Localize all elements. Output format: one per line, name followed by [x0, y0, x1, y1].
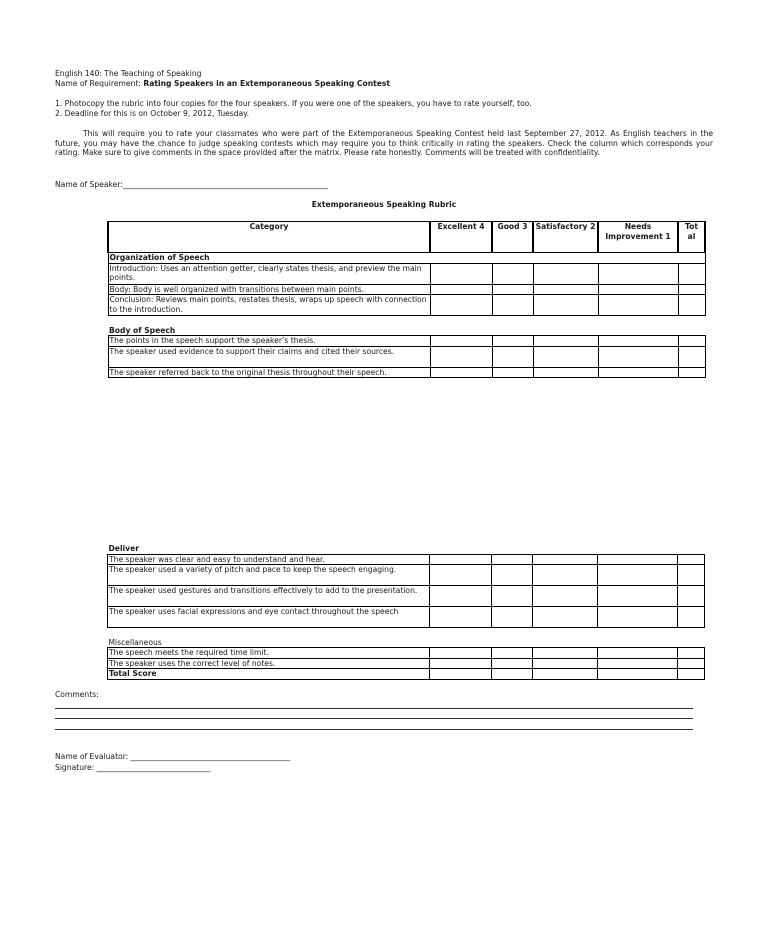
- rating-cell[interactable]: [492, 565, 533, 586]
- rating-cell[interactable]: [492, 648, 533, 659]
- rating-cell[interactable]: [430, 284, 492, 295]
- criterion-cell: The speaker used a variety of pitch and pace to keep the speech engaging.: [108, 565, 430, 586]
- rating-cell[interactable]: [533, 669, 598, 680]
- instruction-2: 2. Deadline for this is on October 9, 2012, Tuesday.: [55, 109, 250, 118]
- section-title-deliver: Deliver: [108, 544, 705, 554]
- rating-cell[interactable]: [492, 586, 533, 607]
- total-cell[interactable]: [678, 367, 705, 378]
- rating-cell[interactable]: [492, 658, 533, 669]
- requirement-line: [55, 79, 390, 89]
- rating-cell[interactable]: [598, 263, 678, 284]
- table-row: [108, 554, 705, 565]
- rating-cell[interactable]: [492, 295, 533, 316]
- table-row: [108, 346, 705, 367]
- total-score-row: [108, 669, 705, 680]
- section-header-row: [108, 326, 705, 336]
- rating-cell[interactable]: [430, 336, 492, 347]
- rating-cell[interactable]: [430, 263, 492, 284]
- rating-cell[interactable]: [533, 336, 598, 347]
- total-cell[interactable]: [678, 295, 705, 316]
- rating-cell[interactable]: [598, 586, 678, 607]
- table-row: [108, 607, 705, 628]
- total-cell[interactable]: [678, 565, 705, 586]
- rating-cell[interactable]: [492, 336, 533, 347]
- criterion-cell: The speaker referred back to the original thesis throughout their speech.: [108, 367, 430, 378]
- rubric-title: Extemporaneous Speaking Rubric: [311, 200, 457, 209]
- col-satisfactory: Satisfactory 2: [533, 222, 598, 253]
- total-cell[interactable]: [678, 336, 705, 347]
- rating-cell[interactable]: [492, 284, 533, 295]
- requirement-title: Rating Speakers in an Extemporaneous Speaking Contest: [143, 79, 391, 88]
- rubric-table: [107, 221, 706, 378]
- requirement-label: Name of Requirement:: [55, 79, 144, 88]
- section-title-organization: Organization of Speech: [108, 253, 705, 264]
- table-row: [108, 565, 705, 586]
- rating-cell[interactable]: [533, 554, 598, 565]
- col-needs-improvement: Needs Improvement 1: [598, 222, 678, 253]
- instructions-paragraph: This will require you to rate your classmates who were part of the Extemporaneous Speaking Contest held last September 27, 2012. As English teachers in the future, you may have the chance to judge speaking contests which may require you to think critically in rating the speakers. Check the column which corresponds your rating. Make sure to give comments in the space provided after the matrix. Please rate honestly. Comments will be treated with confidentiality.: [55, 129, 713, 158]
- rating-cell[interactable]: [533, 607, 598, 628]
- speaker-name-field[interactable]: Name of Speaker:______________________________________________________: [55, 180, 328, 189]
- rating-cell[interactable]: [430, 295, 492, 316]
- rating-cell[interactable]: [430, 367, 492, 378]
- rating-cell[interactable]: [430, 586, 492, 607]
- rating-cell[interactable]: [430, 669, 492, 680]
- rating-cell[interactable]: [533, 284, 598, 295]
- col-good: Good 3: [492, 222, 533, 253]
- rating-cell[interactable]: [598, 336, 678, 347]
- criterion-cell: The speech meets the required time limit.: [108, 648, 430, 659]
- comment-line[interactable]: [55, 708, 693, 709]
- rating-cell[interactable]: [533, 263, 598, 284]
- rating-cell[interactable]: [492, 554, 533, 565]
- table-row: [108, 295, 705, 316]
- evaluator-name-field[interactable]: Name of Evaluator: __________________________________________: [55, 752, 291, 761]
- comments-label: Comments:: [55, 690, 99, 699]
- rating-cell[interactable]: [492, 607, 533, 628]
- rating-cell[interactable]: [533, 565, 598, 586]
- criterion-cell: The speaker used gestures and transitions effectively to add to the presentation.: [108, 586, 430, 607]
- section-title-misc: Miscellaneous: [108, 638, 705, 648]
- rating-cell[interactable]: [533, 367, 598, 378]
- rating-cell[interactable]: [598, 669, 678, 680]
- rating-cell[interactable]: [533, 346, 598, 367]
- table-row: [108, 284, 705, 295]
- total-cell[interactable]: [678, 263, 705, 284]
- rating-cell[interactable]: [533, 658, 598, 669]
- criterion-cell: The speaker was clear and easy to understand and hear.: [108, 554, 430, 565]
- rating-cell[interactable]: [598, 658, 678, 669]
- rating-cell[interactable]: [430, 554, 492, 565]
- criterion-cell: The points in the speech support the speaker’s thesis.: [108, 336, 430, 347]
- criterion-cell: The speaker used evidence to support their claims and cited their sources.: [108, 346, 430, 367]
- col-excellent: Excellent 4: [430, 222, 492, 253]
- instruction-1: 1. Photocopy the rubric into four copies for the four speakers. If you were one of the speakers, you have to rate yourself, too.: [55, 99, 532, 108]
- section-header-row: [108, 638, 705, 648]
- total-cell[interactable]: [678, 554, 705, 565]
- signature-field[interactable]: Signature: ______________________________: [55, 763, 211, 772]
- spacer-row: [108, 316, 705, 326]
- col-category: Category: [108, 222, 430, 253]
- criterion-cell: The speaker uses facial expressions and eye contact throughout the speech: [108, 607, 430, 628]
- table-row: [108, 263, 705, 284]
- criterion-cell: Body: Body is well organized with transitions between main points.: [108, 284, 430, 295]
- section-title-body: Body of Speech: [108, 326, 705, 336]
- rating-cell[interactable]: [492, 346, 533, 367]
- criterion-cell: Conclusion: Reviews main points, restates thesis, wraps up speech with connection to the introduction.: [108, 295, 430, 316]
- rating-cell[interactable]: [533, 648, 598, 659]
- total-cell[interactable]: [678, 607, 705, 628]
- course-title: English 140: The Teaching of Speaking: [55, 69, 202, 78]
- total-cell[interactable]: [678, 346, 705, 367]
- rating-cell[interactable]: [492, 263, 533, 284]
- table-row: [108, 367, 705, 378]
- rating-cell[interactable]: [492, 367, 533, 378]
- total-cell[interactable]: [678, 586, 705, 607]
- rubric-table-continued: [107, 544, 705, 680]
- table-row: [108, 586, 705, 607]
- rating-cell[interactable]: [598, 367, 678, 378]
- rating-cell[interactable]: [533, 295, 598, 316]
- rating-cell[interactable]: [598, 295, 678, 316]
- rating-cell[interactable]: [492, 669, 533, 680]
- criterion-cell: Introduction: Uses an attention getter, clearly states thesis, and preview the main points.: [108, 263, 430, 284]
- rating-cell[interactable]: [598, 346, 678, 367]
- rating-cell[interactable]: [430, 607, 492, 628]
- rating-cell[interactable]: [598, 648, 678, 659]
- section-header-row: [108, 253, 705, 264]
- rating-cell[interactable]: [598, 565, 678, 586]
- rating-cell[interactable]: [598, 554, 678, 565]
- comment-line[interactable]: [55, 718, 693, 719]
- comment-line[interactable]: [55, 729, 693, 730]
- total-score-label: Total Score: [108, 669, 430, 680]
- rating-cell[interactable]: [430, 658, 492, 669]
- col-total: Tot al: [678, 222, 705, 253]
- table-row: [108, 658, 705, 669]
- table-row: [108, 648, 705, 659]
- total-cell[interactable]: [678, 284, 705, 295]
- rating-cell[interactable]: [533, 586, 598, 607]
- rating-cell[interactable]: [430, 565, 492, 586]
- rating-cell[interactable]: [598, 284, 678, 295]
- total-cell[interactable]: [678, 648, 705, 659]
- rating-cell[interactable]: [598, 607, 678, 628]
- table-header-row: [108, 222, 705, 253]
- rating-cell[interactable]: [430, 346, 492, 367]
- total-cell[interactable]: [678, 669, 705, 680]
- total-cell[interactable]: [678, 658, 705, 669]
- criterion-cell: The speaker uses the correct level of notes.: [108, 658, 430, 669]
- table-row: [108, 336, 705, 347]
- rating-cell[interactable]: [430, 648, 492, 659]
- section-header-row: [108, 544, 705, 554]
- spacer-row: [108, 628, 705, 638]
